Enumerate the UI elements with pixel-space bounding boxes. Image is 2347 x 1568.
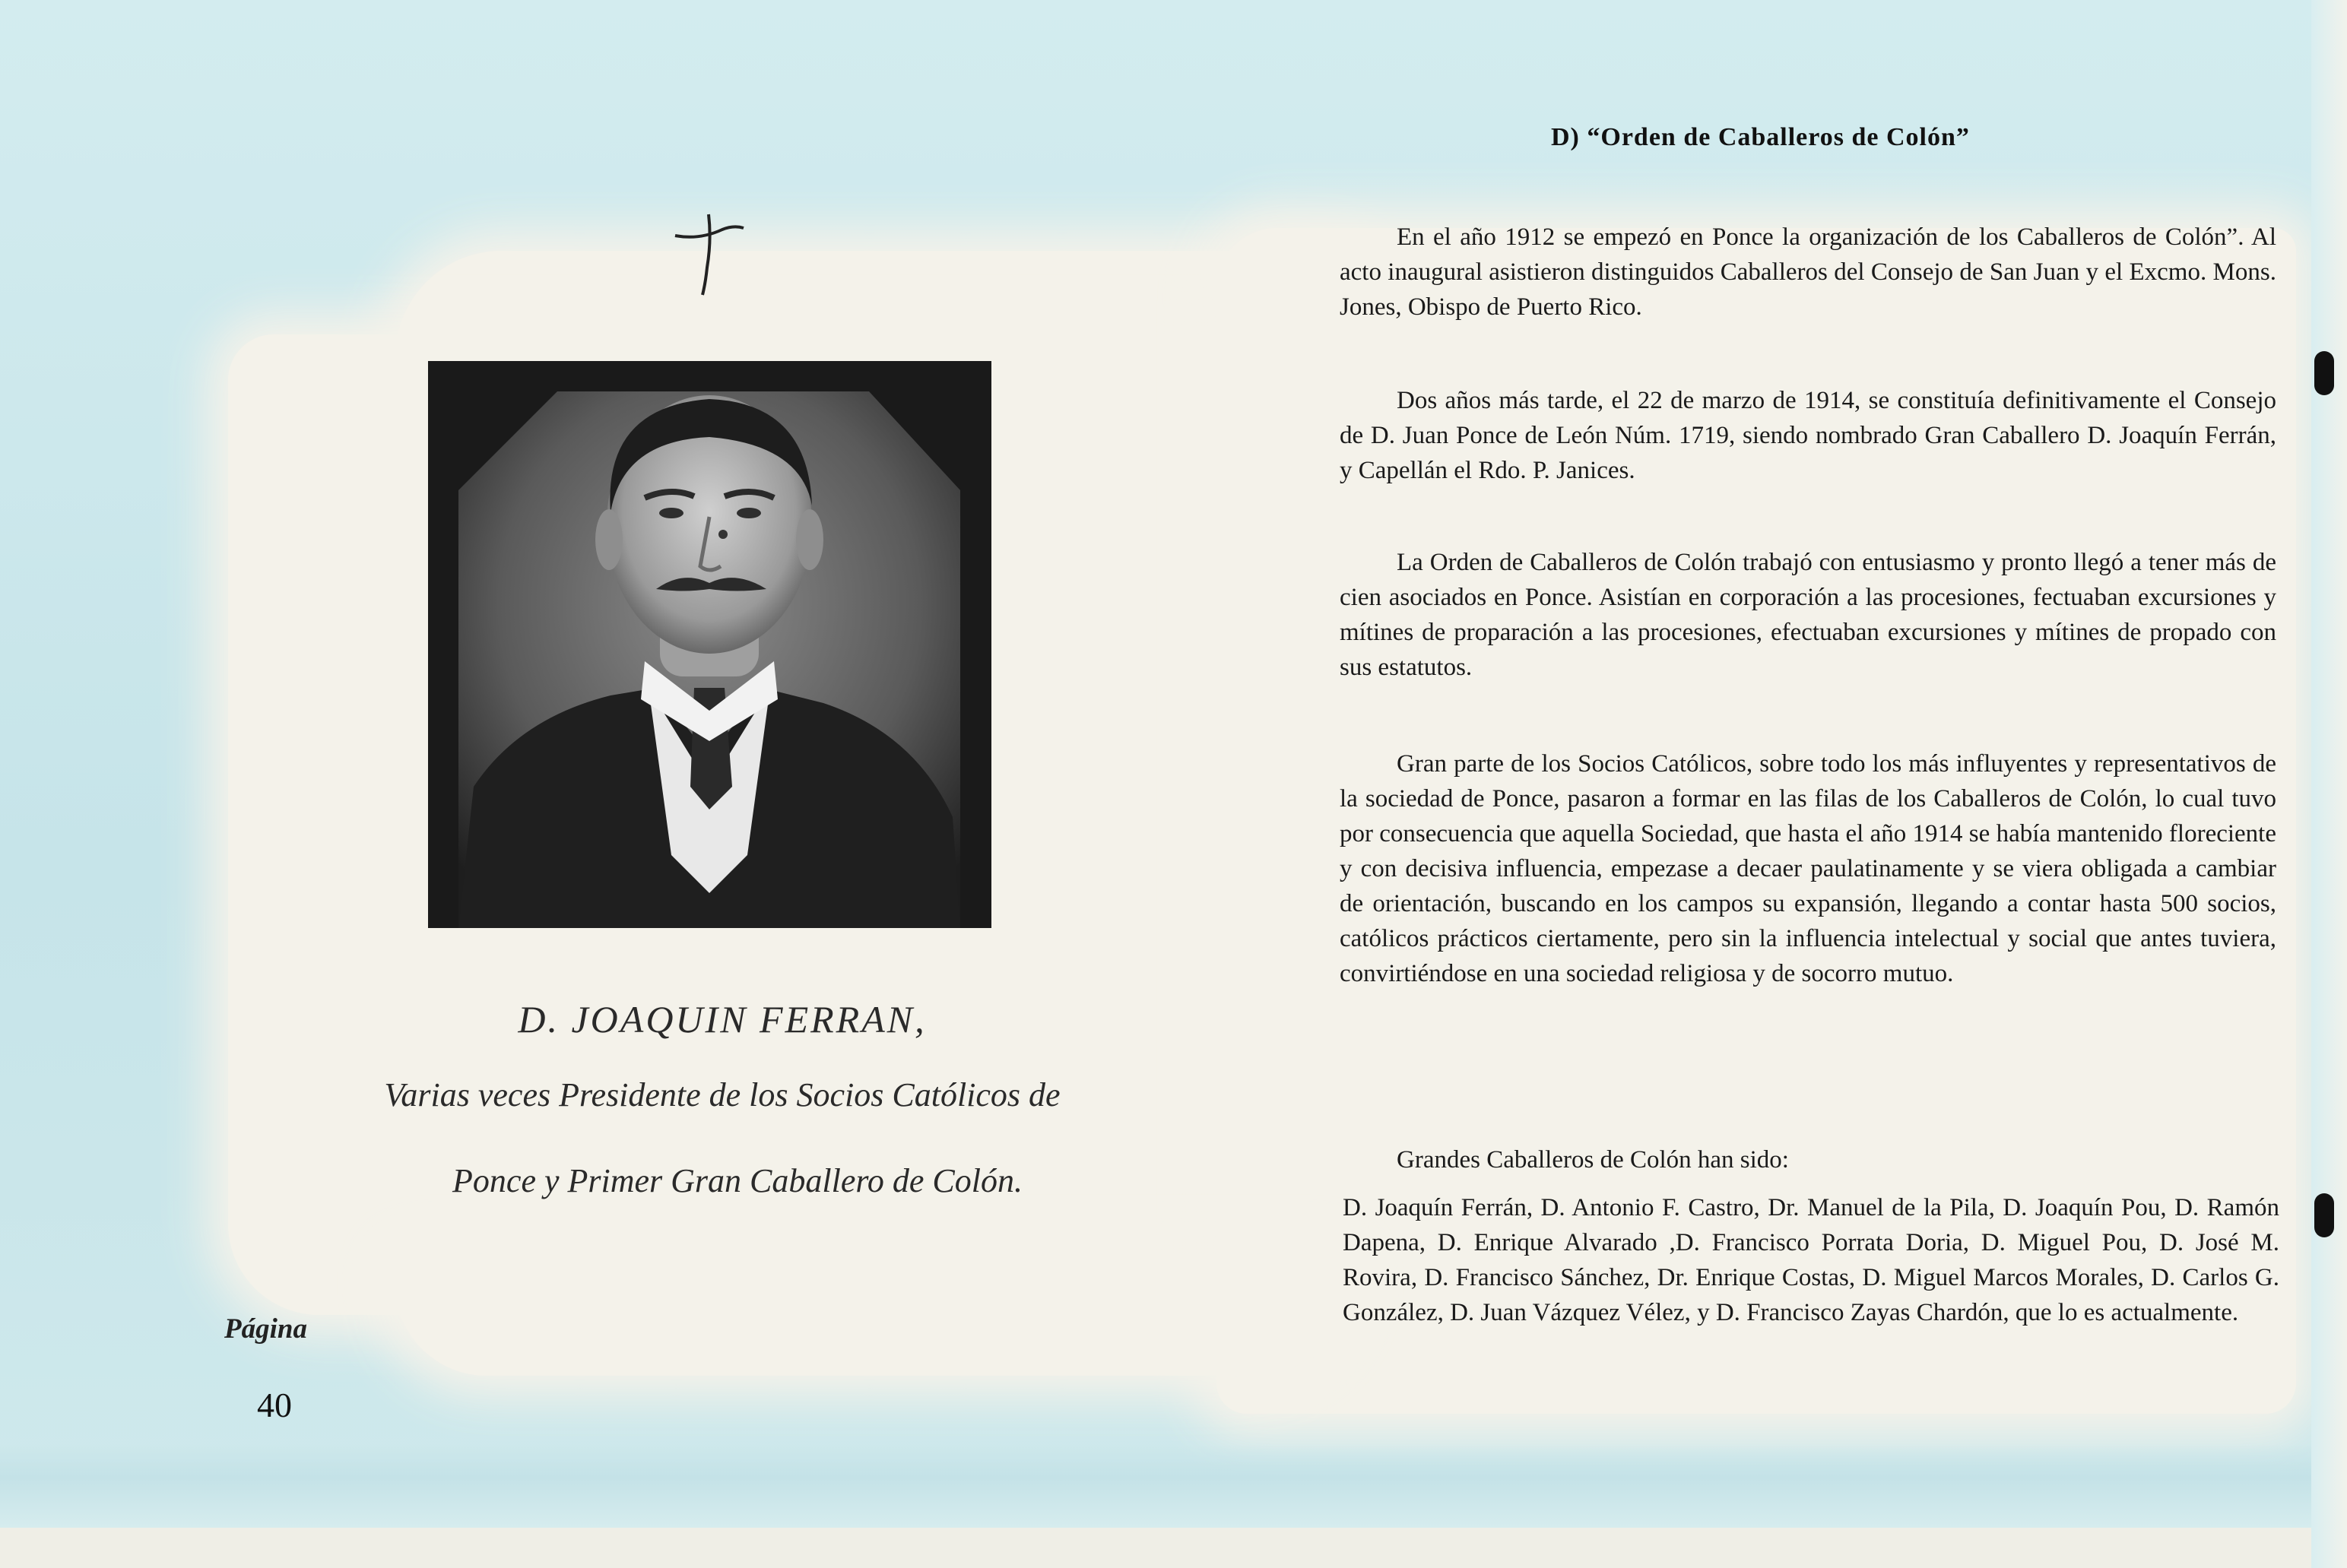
portrait-photo: [428, 361, 991, 928]
paragraph-3: La Orden de Caballeros de Colón trabajó con entusiasmo y pronto llegó a tener más de cien asociados en Ponce. Asistían en corporación a las procesiones, fectuaban excursiones y mítines de proparación a las procesiones, efectuaban excursiones y mítines de propado con sus estatutos.: [1340, 549, 2276, 681]
page-right-edge: [2311, 0, 2347, 1568]
paper-wash-bottom: [395, 1254, 1346, 1376]
paragraph-2: Dos años más tarde, el 22 de marzo de 1914, se constituía definitivamente el Consejo de D. Juan Ponce de León Núm. 1719, siendo nombrado Gran Caballero D. Joaquín Ferrán, y Capellán el Rdo. P. Janices.: [1340, 387, 2276, 484]
paragraph-4: Gran parte de los Socios Católicos, sobre todo los más influyentes y representativos de la sociedad de Ponce, pasaron a formar en las filas de los Caballeros de Colón, lo cual tuvo por consecuencia que aquella Sociedad, que hasta el año 1914 se había mantenido floreciente y con decisiva influencia, empezase a decaer paulatinamente y se viera obligada a cambiar de orientación, buscando en los campos su expansión, llegando a contar hasta 500 socios, católicos prácticos ciertamente, pero sin la influencia intelectual y social que antes tuviera, convirtiéndose en una sociedad religiosa y de socorro mutuo.: [1340, 750, 2276, 987]
section-title: D) “Orden de Caballeros de Colón”: [1551, 123, 1970, 151]
caption-line-2: Ponce y Primer Gran Caballero de Colón.: [452, 1162, 1023, 1199]
handwritten-cross-icon: [669, 210, 760, 301]
binding-hole-icon: [2314, 1193, 2334, 1237]
caption-line-1: Varias veces Presidente de los Socios Católicos de: [384, 1076, 1061, 1113]
grand-knights-list: D. Joaquín Ferrán, D. Antonio F. Castro, Dr. Manuel de la Pila, D. Joaquín Pou, D. Ramón Dapena, D. Enrique Alvarado ,D. Francisco Porrata Doria, D. Miguel Pou, D. José M. Rovira, D. Francisco Sánchez, Dr. Enrique Costas, D. Miguel Marcos Morales, D. Carlos G. González, D. Juan Vázquez Vélez, y D. Francisco Zayas Chardón, que lo es actualmente.: [1343, 1194, 2279, 1326]
binding-hole-icon: [2314, 351, 2334, 395]
paragraph-1: En el año 1912 se empezó en Ponce la organización de los Caballeros de Colón”. Al acto inaugural asistieron distinguidos Caballeros del Consejo de San Juan y el Excmo. Mons. Jones, Obispo de Puerto Rico.: [1340, 223, 2276, 321]
page-bottom-edge: [0, 1528, 2347, 1568]
caption-name: D. JOAQUIN FERRAN,: [518, 998, 927, 1041]
list-heading: Grandes Caballeros de Colón han sido:: [1397, 1146, 1789, 1174]
page-number: 40: [257, 1386, 292, 1424]
page-label: Página: [224, 1313, 307, 1345]
bottom-blue-band: [0, 1444, 2347, 1528]
